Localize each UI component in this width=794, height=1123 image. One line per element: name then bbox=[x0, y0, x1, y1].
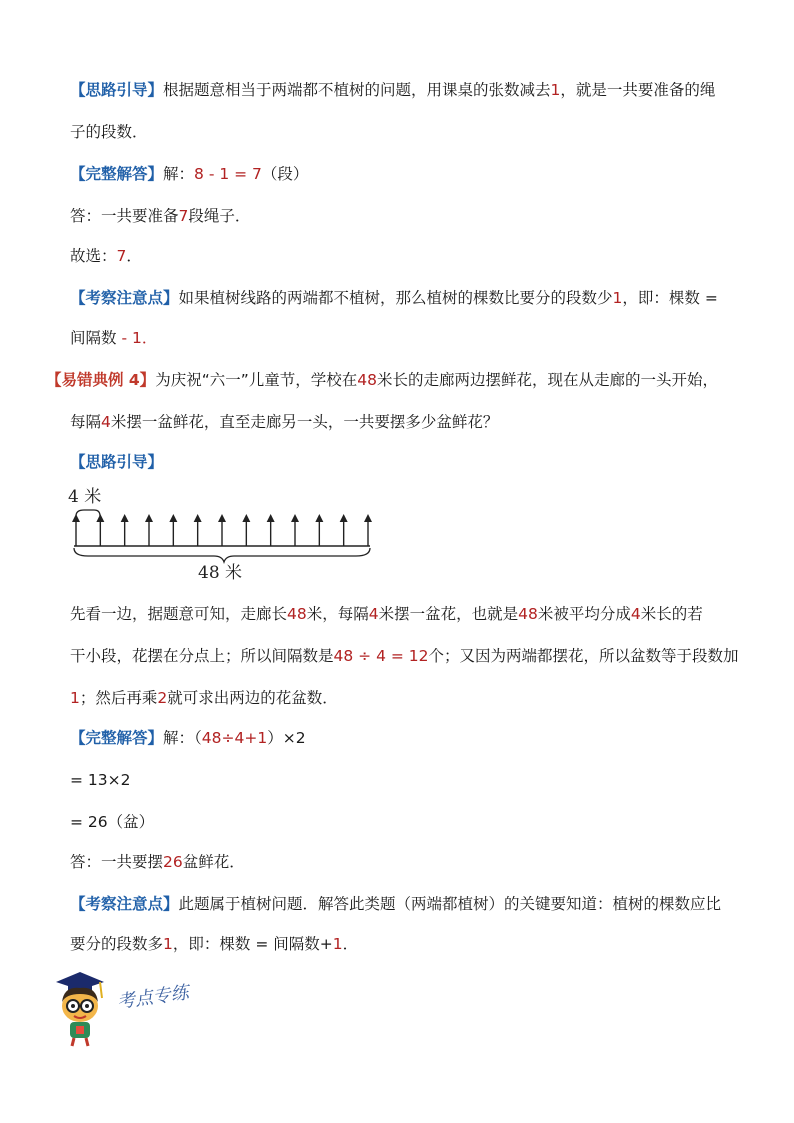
kaocha-line-2: 间隔数 - 1． bbox=[70, 329, 158, 347]
example-question-line-1: 【易错典例 4】为庆祝“六一”儿童节，学校在48米长的走廊两边摆鲜花，现在从走廊的一头开始， bbox=[46, 371, 718, 389]
diagram-top-label: 4 米 bbox=[68, 487, 102, 507]
diagram-arrows bbox=[72, 514, 372, 546]
jieda-line: 【完整解答】解：8 - 1 = 7（段） bbox=[70, 165, 309, 183]
diagram-bottom-label: 48 米 bbox=[198, 563, 243, 582]
silu-line-1: 【思路引导】根据题意相当于两端都不植树的问题，用课桌的张数减去1，就是一共要准备的绳 bbox=[70, 81, 716, 99]
diagram-arrow-head bbox=[218, 514, 226, 522]
diagram-arrow-head bbox=[145, 514, 153, 522]
explain-line-3: 1；然后再乘2就可求出两边的花盆数． bbox=[70, 689, 338, 707]
step-line-2: = 13×2 bbox=[70, 771, 131, 789]
kaocha-tag-2: 【考察注意点】 bbox=[70, 895, 179, 913]
example-question-line-2: 每隔4米摆一盆鲜花，直至走廊另一头，一共要摆多少盆鲜花？ bbox=[70, 413, 499, 431]
silu-line-2: 子的段数． bbox=[70, 123, 148, 141]
tree-planting-diagram bbox=[64, 482, 380, 582]
diagram-arrow-head bbox=[72, 514, 80, 522]
diagram-arrow-head bbox=[121, 514, 129, 522]
answer-line: 答：一共要准备7段绳子． bbox=[70, 207, 251, 225]
diagram-arrow-head bbox=[169, 514, 177, 522]
silu-tag: 【思路引导】 bbox=[70, 81, 164, 99]
diagram-arrow-head bbox=[242, 514, 250, 522]
answer-line-2: 答：一共要摆26盆鲜花． bbox=[70, 853, 245, 871]
diagram-arrow-head bbox=[364, 514, 372, 522]
diagram-bottom-brace bbox=[74, 548, 370, 562]
graduate-girl-icon bbox=[50, 968, 210, 1048]
interval-diagram-svg bbox=[64, 482, 380, 582]
choice-line: 故选：7． bbox=[70, 247, 142, 265]
kaodian-mascot bbox=[50, 968, 210, 1048]
explain-line-2: 干小段，花摆在分点上；所以间隔数是48 ÷ 4 = 12个；又因为两端都摆花，所以盆数等于段数加 bbox=[70, 647, 739, 665]
diagram-top-brace bbox=[76, 510, 100, 516]
jieda-tag: 【完整解答】 bbox=[70, 165, 164, 183]
jieda-line-2: 【完整解答】解：（48÷4+1）×2 bbox=[70, 729, 306, 747]
kaocha-line-4: 要分的段数多1，即：棵数 = 间隔数+1． bbox=[70, 935, 359, 953]
diagram-arrow-head bbox=[340, 514, 348, 522]
kaocha-line-1: 【考察注意点】如果植树线路的两端都不植树，那么植树的棵数比要分的段数少1，即：棵数 = bbox=[70, 289, 718, 307]
example-tag: 【易错典例 4】 bbox=[46, 371, 156, 389]
diagram-arrow-head bbox=[315, 514, 323, 522]
diagram-arrow-head bbox=[291, 514, 299, 522]
silu-tag-2: 【思路引导】 bbox=[70, 453, 164, 471]
diagram-arrow-head bbox=[267, 514, 275, 522]
diagram-arrow-head bbox=[194, 514, 202, 522]
silu-line-3 bbox=[70, 452, 163, 472]
kaocha-tag: 【考察注意点】 bbox=[70, 289, 179, 307]
explain-line-1: 先看一边，据题意可知，走廊长48米，每隔4米摆一盆花，也就是48米被平均分成4米长的若 bbox=[70, 605, 703, 623]
diagram-arrow-head bbox=[96, 514, 104, 522]
mascot-caption: 考点专练 bbox=[115, 982, 190, 1013]
jieda-tag-2: 【完整解答】 bbox=[70, 729, 164, 747]
kaocha-line-3: 【考察注意点】此题属于植树问题．解答此类题（两端都植树）的关键要知道：植树的棵数应比 bbox=[70, 895, 722, 913]
step-line-3: = 26（盆） bbox=[70, 813, 155, 831]
